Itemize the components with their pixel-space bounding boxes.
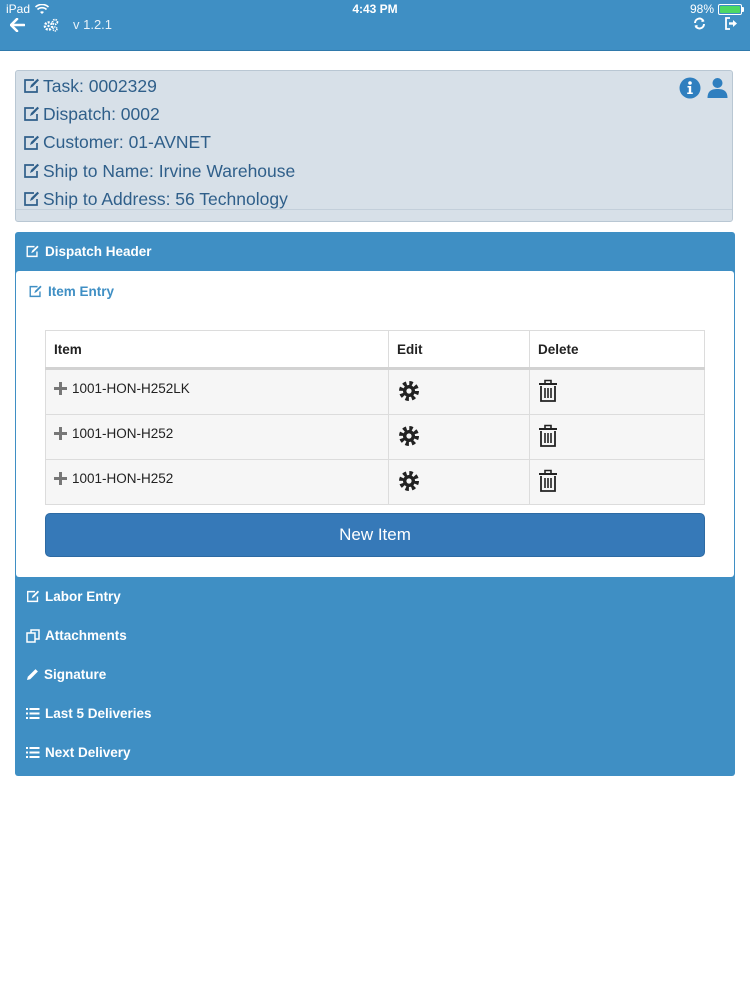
accordion-next-delivery[interactable] bbox=[15, 733, 735, 772]
gear-icon[interactable] bbox=[397, 379, 421, 403]
accordion-dispatch-header-label: Dispatch Header bbox=[45, 244, 152, 259]
logout-icon[interactable] bbox=[724, 17, 738, 30]
edit-icon bbox=[28, 285, 43, 298]
info-row-dispatch bbox=[16, 100, 732, 128]
accordion-last-deliveries-label: Last 5 Deliveries bbox=[45, 706, 152, 721]
item-code: 1001-HON-H252 bbox=[72, 425, 174, 441]
user-icon[interactable] bbox=[707, 77, 728, 99]
device-label: iPad bbox=[6, 2, 31, 16]
dispatch-label: Dispatch: 0002 bbox=[43, 103, 160, 124]
items-table-header bbox=[46, 331, 705, 369]
info-divider bbox=[16, 209, 732, 210]
edit-cell bbox=[389, 369, 530, 415]
settings-gears-icon[interactable] bbox=[43, 18, 59, 32]
dispatch-accordion bbox=[15, 232, 735, 776]
status-time: 4:43 PM bbox=[352, 2, 398, 16]
task-label: Task: 0002329 bbox=[43, 75, 157, 96]
item-cell[interactable] bbox=[46, 369, 389, 415]
item-code: 1001-HON-H252LK bbox=[72, 380, 190, 396]
edit-icon bbox=[26, 590, 40, 603]
edit-icon bbox=[23, 78, 40, 94]
battery-percent: 98% bbox=[689, 2, 714, 16]
expand-plus-icon[interactable] bbox=[54, 427, 67, 440]
ship-to-name-label: Ship to Name: Irvine Warehouse bbox=[43, 160, 296, 181]
accordion-next-delivery-label: Next Delivery bbox=[45, 745, 131, 760]
delete-cell bbox=[530, 415, 705, 460]
app-version: v 1.2.1 bbox=[73, 17, 113, 32]
list-icon bbox=[26, 746, 40, 759]
accordion-dispatch-header[interactable] bbox=[15, 232, 735, 271]
table-row bbox=[46, 369, 705, 415]
info-row-customer bbox=[16, 129, 732, 157]
new-item-button[interactable]: New Item bbox=[45, 513, 705, 557]
list-icon bbox=[26, 707, 40, 720]
customer-label: Customer: 01-AVNET bbox=[43, 132, 211, 153]
trash-icon[interactable] bbox=[538, 424, 558, 448]
edit-icon bbox=[25, 245, 40, 258]
info-row-task bbox=[16, 72, 732, 100]
item-entry-panel bbox=[16, 271, 734, 577]
accordion-item-entry[interactable] bbox=[16, 271, 734, 311]
refresh-icon[interactable] bbox=[693, 17, 706, 30]
edit-icon bbox=[23, 135, 40, 151]
info-rows bbox=[16, 71, 732, 213]
table-row bbox=[46, 415, 705, 460]
edit-cell bbox=[389, 415, 530, 460]
column-item: Item bbox=[46, 331, 389, 369]
item-cell[interactable] bbox=[46, 460, 389, 505]
pencil-icon bbox=[26, 668, 39, 681]
gear-icon[interactable] bbox=[397, 424, 421, 448]
delete-cell bbox=[530, 369, 705, 415]
back-arrow-icon[interactable] bbox=[10, 18, 25, 32]
item-code: 1001-HON-H252 bbox=[72, 470, 174, 486]
edit-icon bbox=[23, 191, 40, 207]
app-header bbox=[0, 0, 750, 51]
edit-icon bbox=[23, 163, 40, 179]
copy-files-icon bbox=[26, 629, 40, 643]
items-table bbox=[45, 330, 705, 505]
task-info-panel bbox=[15, 70, 733, 222]
edit-cell bbox=[389, 460, 530, 505]
accordion-attachments[interactable] bbox=[15, 616, 735, 655]
ship-to-address-label: Ship to Address: 56 Technology bbox=[43, 188, 288, 209]
delete-cell bbox=[530, 460, 705, 505]
accordion-signature-label: Signature bbox=[44, 667, 107, 682]
status-right bbox=[690, 2, 742, 16]
accordion-attachments-label: Attachments bbox=[45, 628, 127, 643]
gear-icon[interactable] bbox=[397, 469, 421, 493]
trash-icon[interactable] bbox=[538, 469, 558, 493]
accordion-labor-entry-label: Labor Entry bbox=[45, 589, 121, 604]
column-edit: Edit bbox=[389, 331, 530, 369]
item-cell[interactable] bbox=[46, 415, 389, 460]
accordion-labor-entry[interactable] bbox=[15, 577, 735, 616]
accordion-signature[interactable] bbox=[15, 655, 735, 694]
accordion-item-entry-label: Item Entry bbox=[48, 283, 115, 299]
table-row bbox=[46, 460, 705, 505]
battery-icon bbox=[718, 4, 742, 15]
expand-plus-icon[interactable] bbox=[54, 382, 67, 395]
column-delete: Delete bbox=[530, 331, 705, 369]
accordion-last-deliveries[interactable] bbox=[15, 694, 735, 733]
edit-icon bbox=[23, 106, 40, 122]
expand-plus-icon[interactable] bbox=[54, 472, 67, 485]
info-row-ship-name bbox=[16, 157, 732, 185]
info-circle-icon[interactable] bbox=[679, 77, 701, 99]
trash-icon[interactable] bbox=[538, 379, 558, 403]
